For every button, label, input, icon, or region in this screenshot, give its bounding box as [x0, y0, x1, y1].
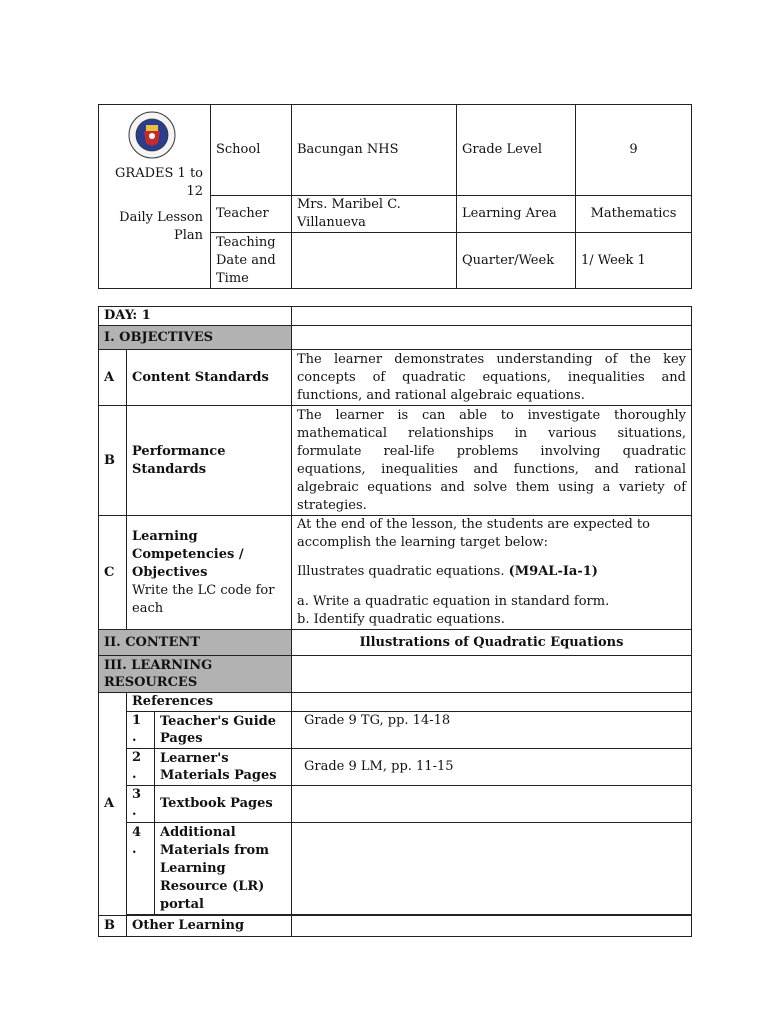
deped-seal-icon [128, 111, 176, 159]
teacher-value: Mrs. Maribel C. Villanueva [292, 196, 457, 233]
lesson-plan-table [98, 306, 692, 937]
competency-line [297, 563, 686, 581]
objective-b: b. Identify quadratic equations. [297, 612, 505, 627]
grade-level-value: 9 [576, 105, 692, 196]
resource-item-value: Grade 9 LM, pp. 11-15 [292, 749, 692, 786]
learning-competencies-intro: At the end of the lesson, the students are expected to accomplish the learning target below: [297, 517, 650, 550]
competency-code: (M9AL-Ia-1) [508, 564, 598, 579]
resource-item-value [292, 823, 692, 915]
objective-a: a. Write a quadratic equation in standard form. [297, 594, 610, 609]
other-learning-label: Other Learning [127, 916, 292, 937]
learning-area-value: Mathematics [576, 196, 692, 233]
content-standards-text: The learner demonstrates understanding of the key concepts of quadratic equations, inequalities and functions, and rational algebraic equations. [292, 350, 692, 406]
school-label: School [211, 105, 292, 196]
resources-heading-value [292, 656, 692, 693]
teacher-label: Teacher [211, 196, 292, 233]
resource-item-number: 4 . [127, 823, 155, 915]
performance-standards-label: Performance Standards [127, 406, 292, 516]
learning-competencies-sublabel: Write the LC code for each [132, 582, 275, 616]
quarter-label: Quarter/Week [457, 233, 576, 289]
learning-competencies-cell [292, 516, 692, 630]
resources-letter-a: A [99, 693, 127, 916]
teaching-date-value [292, 233, 457, 289]
objectives-heading: I. OBJECTIVES [99, 326, 292, 350]
competency-text: Illustrates quadratic equations. [297, 564, 505, 579]
resource-item-number: 3 . [127, 786, 155, 823]
dlp-subtitle [104, 209, 203, 245]
learning-competencies-label-cell [127, 516, 292, 630]
header-title-cell [99, 105, 211, 289]
objectives-heading-value [292, 326, 692, 350]
day-label: DAY: 1 [99, 307, 292, 326]
resource-item-label: Additional Materials from Learning Resource (LR) portal [155, 823, 292, 915]
content-heading: II. CONTENT [99, 630, 292, 656]
resource-item-label: Textbook Pages [155, 786, 292, 823]
learning-competencies-label: Learning Competencies / Objectives [132, 528, 244, 580]
grades-title-line2: 12 [186, 184, 203, 199]
references-value [292, 693, 692, 712]
teaching-date-label: Teaching Date and Time [211, 233, 292, 289]
content-value: Illustrations of Quadratic Equations [292, 630, 692, 656]
grades-title-line1: GRADES 1 to [115, 166, 203, 181]
resource-item-value: Grade 9 TG, pp. 14-18 [292, 712, 692, 749]
grades-title [104, 165, 203, 201]
resource-item-label: Learner's Materials Pages [155, 749, 292, 786]
content-standards-letter: A [99, 350, 127, 406]
dlp-subtitle-line2: Plan [173, 228, 203, 243]
quarter-value: 1/ Week 1 [576, 233, 692, 289]
day-value [292, 307, 692, 326]
references-label: References [127, 693, 292, 712]
resources-heading: III. LEARNING RESOURCES [99, 656, 292, 693]
learning-area-label: Learning Area [457, 196, 576, 233]
content-standards-label: Content Standards [127, 350, 292, 406]
resource-item-value [292, 786, 692, 823]
resource-item-number: 1 . [127, 712, 155, 749]
resources-letter-b: B [99, 916, 127, 937]
performance-standards-text: The learner is can able to investigate thoroughly mathematical relationships in various situations, formulate real-life problems involving quadratic equations, inequalities and functions, and rational algebraic equations and solve them using a variety of strategies. [292, 406, 692, 516]
resource-item-number: 2 . [127, 749, 155, 786]
school-value: Bacungan NHS [292, 105, 457, 196]
header-table [98, 104, 692, 289]
performance-standards-letter: B [99, 406, 127, 516]
dlp-subtitle-line1: Daily Lesson [119, 210, 203, 225]
learning-competencies-letter: C [99, 516, 127, 630]
other-learning-value [292, 916, 692, 937]
grade-level-label: Grade Level [457, 105, 576, 196]
resource-item-label: Teacher's Guide Pages [155, 712, 292, 749]
